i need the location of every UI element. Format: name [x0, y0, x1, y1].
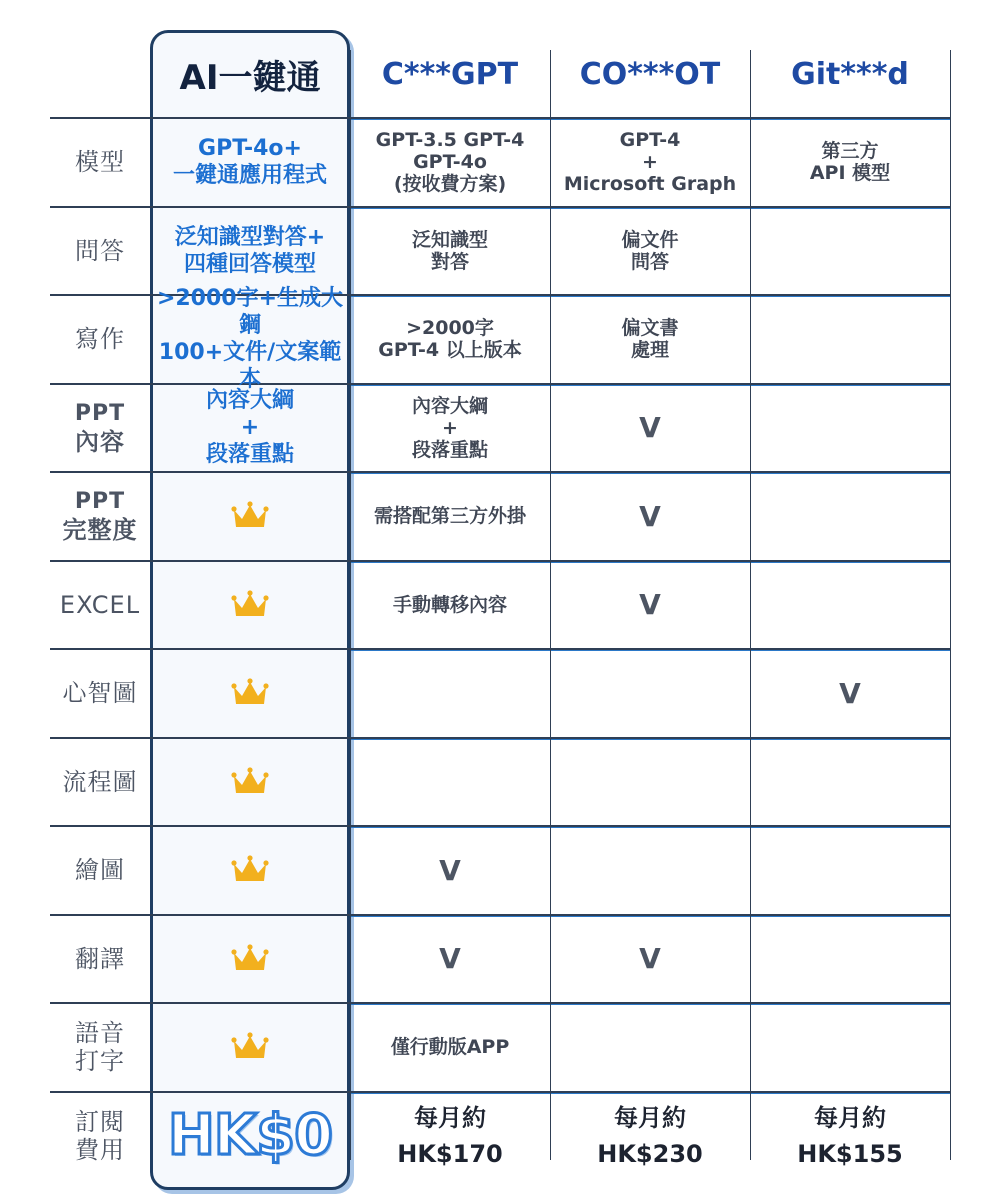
cell-line: Microsoft Graph — [563, 173, 737, 196]
cell-line: 繪圖 — [75, 856, 125, 885]
cell-text — [797, 1100, 902, 1172]
row-label — [50, 384, 150, 473]
crown-icon — [231, 500, 269, 532]
check-mark: V — [639, 499, 661, 533]
cell-c2 — [350, 649, 550, 738]
cell-text — [621, 317, 678, 361]
cell-featured — [150, 826, 350, 915]
cell-featured — [150, 738, 350, 827]
cell-line: 泛知識型 — [411, 228, 488, 251]
cell-text — [63, 679, 138, 707]
cell-c4 — [750, 118, 950, 207]
cell-c2 — [350, 738, 550, 827]
cell-text — [75, 400, 125, 456]
cell-line: 每月約 — [813, 1103, 886, 1132]
cell-text — [75, 1019, 125, 1075]
column-header-c3: CO***OT — [579, 56, 721, 92]
cell-text — [412, 395, 488, 461]
cell-text — [60, 591, 140, 619]
cell-text — [397, 1100, 502, 1172]
cell-c4 — [750, 207, 950, 296]
cell-text — [597, 1100, 702, 1172]
cell-text — [564, 129, 736, 195]
cell-line: 語音 — [75, 1019, 125, 1048]
crown-icon — [231, 854, 269, 886]
cell-line: EXCEL — [59, 590, 141, 619]
cell-c2 — [350, 1003, 550, 1092]
crown-icon — [231, 766, 269, 798]
cell-featured — [150, 1003, 350, 1092]
cell-line: API 模型 — [809, 162, 891, 185]
cell-line: 模型 — [75, 148, 125, 177]
row-label — [50, 915, 150, 1004]
check-mark: V — [639, 942, 661, 976]
cell-line: 第三方 — [821, 140, 879, 163]
cell-line: 內容 — [74, 427, 125, 456]
row-label — [50, 649, 150, 738]
check-mark: V — [639, 411, 661, 445]
cell-featured — [150, 286, 350, 393]
cell-line: HK$155 — [797, 1139, 903, 1168]
row-label — [50, 207, 150, 296]
cell-text — [376, 129, 525, 195]
cell-text — [63, 488, 138, 544]
cell-text — [154, 285, 346, 393]
column-header-c2: C***GPT — [381, 56, 519, 92]
cell-c4 — [750, 826, 950, 915]
check-mark: V — [439, 942, 461, 976]
cell-c4 — [750, 1003, 950, 1092]
cell-c3 — [550, 738, 750, 827]
cell-c3 — [550, 1092, 750, 1181]
cell-line: (按收費方案) — [393, 173, 507, 196]
cell-line: 四種回答模型 — [183, 251, 316, 277]
cell-line: 泛知識型對答+ — [174, 224, 326, 250]
cell-c4 — [750, 472, 950, 561]
cell-line: GPT-4 — [619, 129, 681, 152]
cell-c2 — [350, 561, 550, 650]
row-label — [50, 295, 150, 384]
cell-featured — [150, 649, 350, 738]
cell-line: 手動轉移內容 — [392, 593, 507, 616]
cell-c3 — [550, 118, 750, 207]
cell-c2 — [350, 1092, 550, 1181]
cell-line: 一鍵通應用程式 — [172, 163, 327, 189]
cell-line: >2000字 — [406, 317, 494, 340]
cell-text — [75, 325, 125, 353]
cell-line: 內容大綱 — [411, 394, 488, 417]
cell-c3 — [550, 826, 750, 915]
cell-line: 訂閱 — [75, 1107, 125, 1136]
cell-c4 — [750, 561, 950, 650]
cell-text — [75, 856, 125, 884]
cell-text — [173, 135, 327, 189]
price-free: HK$0 — [167, 1103, 333, 1169]
cell-c4 — [750, 384, 950, 473]
cell-line: HK$170 — [397, 1139, 503, 1168]
cell-c4 — [750, 295, 950, 384]
cell-c4 — [750, 738, 950, 827]
cell-line: 段落重點 — [411, 438, 488, 461]
cell-line: 流程圖 — [62, 767, 138, 796]
cell-line: GPT-4o — [413, 151, 487, 174]
cell-line: PPT — [74, 400, 126, 426]
cell-line: + — [442, 416, 458, 439]
cell-c4 — [750, 915, 950, 1004]
cell-line: GPT-3.5 GPT-4 — [375, 129, 525, 152]
column-header-c4: Git***d — [791, 56, 909, 92]
check-mark: V — [439, 853, 461, 887]
cell-text — [63, 768, 138, 796]
cell-c3 — [550, 295, 750, 384]
cell-text — [206, 387, 294, 468]
row-label — [50, 1003, 150, 1092]
cell-line: 處理 — [630, 339, 669, 362]
cell-line: 僅行動版APP — [390, 1036, 510, 1059]
cell-line: PPT — [74, 489, 126, 515]
cell-line: GPT-4 以上版本 — [378, 339, 522, 362]
cell-line: 費用 — [75, 1135, 125, 1164]
column-divider — [950, 50, 951, 1160]
crown-icon — [231, 1031, 269, 1063]
cell-text — [391, 1036, 510, 1058]
row-label — [50, 118, 150, 207]
cell-text — [378, 317, 521, 361]
cell-line: 內容大綱 — [205, 388, 294, 414]
cell-line: 翻譯 — [75, 944, 125, 973]
row-label — [50, 738, 150, 827]
cell-text — [75, 237, 125, 265]
cell-c4 — [750, 1092, 950, 1181]
cell-c2 — [350, 384, 550, 473]
cell-line: 問答 — [75, 236, 125, 265]
cell-featured — [150, 561, 350, 650]
cell-text — [810, 140, 890, 184]
cell-c2 — [350, 295, 550, 384]
cell-text — [75, 945, 125, 973]
cell-c3 — [550, 1003, 750, 1092]
cell-line: 打字 — [75, 1047, 125, 1076]
cell-text — [412, 229, 488, 273]
cell-text — [621, 229, 678, 273]
cell-c3 — [550, 207, 750, 296]
cell-text — [393, 594, 507, 616]
column-header-featured: AI一鍵通 — [179, 57, 321, 98]
row-label — [50, 561, 150, 650]
cell-line: + — [642, 151, 658, 174]
cell-featured — [150, 118, 350, 207]
cell-featured — [150, 915, 350, 1004]
row-label — [50, 472, 150, 561]
cell-featured — [150, 1092, 350, 1181]
cell-text — [75, 148, 125, 176]
cell-line: 100+文件/文案範本 — [158, 340, 342, 393]
check-mark: V — [839, 676, 861, 710]
cell-c2 — [350, 207, 550, 296]
cell-line: 完整度 — [62, 516, 138, 545]
cell-line: 需搭配第三方外掛 — [373, 505, 526, 528]
crown-icon — [231, 589, 269, 621]
cell-line: 每月約 — [613, 1103, 686, 1132]
cell-c3 — [550, 649, 750, 738]
cell-line: 問答 — [630, 250, 669, 273]
cell-featured — [150, 207, 350, 296]
cell-line: HK$230 — [597, 1139, 703, 1168]
row-label — [50, 826, 150, 915]
cell-line: 偏文書 — [621, 317, 679, 340]
cell-line: 寫作 — [75, 325, 125, 354]
cell-line: 偏文件 — [621, 228, 679, 251]
cell-text — [175, 224, 325, 278]
row-label — [50, 1092, 150, 1181]
cell-featured — [150, 384, 350, 473]
cell-line: GPT-4o+ — [198, 136, 302, 162]
crown-icon — [231, 677, 269, 709]
cell-line: >2000字+生成大鋼 — [156, 286, 344, 339]
cell-line: 心智圖 — [62, 679, 138, 708]
check-mark: V — [639, 588, 661, 622]
crown-icon — [231, 943, 269, 975]
cell-line: 每月約 — [413, 1103, 486, 1132]
cell-featured — [150, 472, 350, 561]
cell-c2 — [350, 118, 550, 207]
cell-text — [75, 1108, 125, 1164]
cell-c2 — [350, 472, 550, 561]
cell-line: 段落重點 — [205, 442, 294, 468]
cell-line: 對答 — [430, 250, 469, 273]
cell-text — [374, 505, 526, 527]
cell-line: + — [240, 415, 260, 441]
